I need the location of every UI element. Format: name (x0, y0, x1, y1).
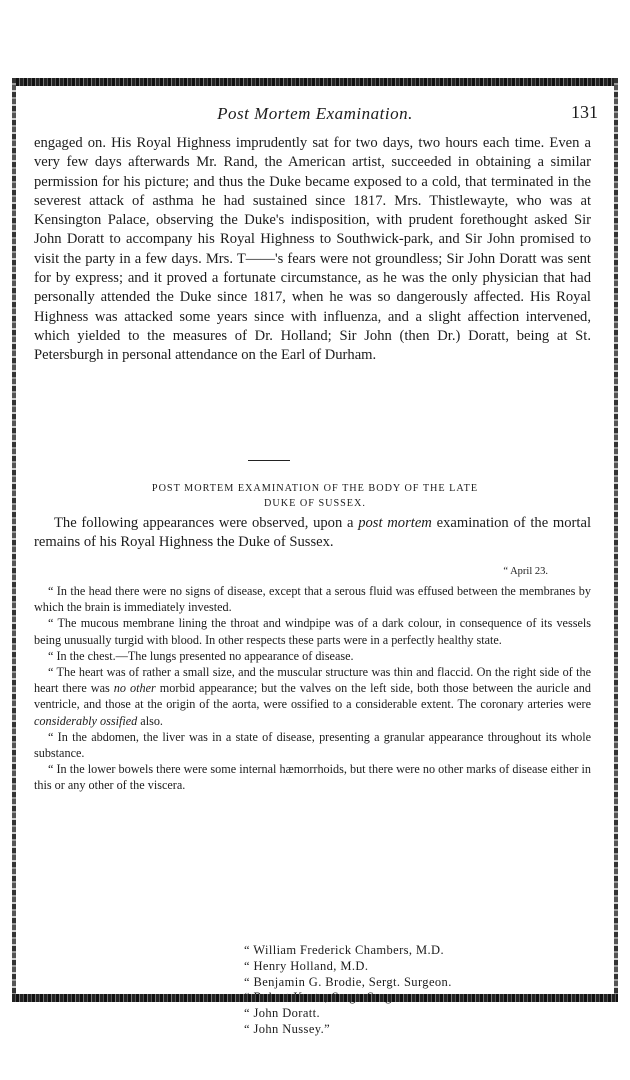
section-heading-line-1: POST MORTEM EXAMINATION OF THE BODY OF THE LATE (151, 483, 479, 494)
signature-line: “ Benjamin G. Brodie, Sergt. Surgeon. (244, 974, 452, 989)
heart-text-italic-1: no other (113, 681, 156, 696)
running-header: Post Mortem Examination. (217, 104, 413, 123)
intro-text-italic: post mortem (358, 515, 432, 531)
date-note: “ April 23. (503, 566, 548, 577)
report-paragraph-heart (34, 664, 591, 729)
report-paragraph-head: “ In the head there were no signs of disease, except that a serous fluid was effused between the membranes by which the brain is immediately invested. (34, 584, 591, 615)
signature-line: “ John Doratt. (244, 1006, 321, 1021)
heart-text-c: morbid appearance; but the valves on the left side, both those between the auricle and ventricle, and those at the origin of the aorta, were ossified to a considerable extent. The coronary arteries were (34, 681, 591, 712)
report-paragraph-abdomen: “ In the abdomen, the liver was in a state of disease, presenting a granular appearance throughout its whole substance. (34, 729, 591, 761)
page-number: 131 (571, 102, 598, 122)
signature-line: “ Henry Holland, M.D. (244, 958, 369, 973)
signature-block (244, 943, 452, 1038)
left-border-rule (12, 78, 16, 1002)
intro-paragraph (34, 514, 591, 553)
right-border-rule (614, 78, 618, 1002)
signature-line: “ John Nussey.” (244, 1021, 331, 1036)
intro-text-start: The following appearances were observed, upon a (54, 515, 359, 531)
heart-text-e: also. (137, 713, 163, 728)
intro-text-end: examination of the mortal remains of his Royal Highness the Duke of Sussex. (34, 515, 591, 551)
report-paragraph-chest: “ In the chest.—The lungs presented no appearance of disease. (48, 648, 354, 663)
book-page (12, 78, 618, 1036)
bottom-border-rule (12, 994, 618, 1002)
signature-line: “ William Frederick Chambers, M.D. (244, 943, 444, 957)
main-paragraph: engaged on. His Royal Highness imprudently sat for two days, two hours each time. Even a very few days afterwards Mr. Rand, the American artist, succeeded in obtaining a similar permission for his picture; and thus the Duke became exposed to a cold, that terminated in the severest attack of asthma he had sustained since 1817. Mrs. Thistlewayte, who was at Kensington Palace, observing the Duke's indisposition, with prudent forethought asked Sir John Doratt to accompany his Royal Highness to Southwick-park, and Sir John promised to visit the party in a few days. Mrs. T——'s fears were not groundless; Sir John Doratt was sent for by express; and it proved a fortunate circumstance, as he was the only physician that had personally attended the Duke since 1817, when he was so dangerously affected. His Royal Highness was attacked some years since with influenza, and a slight affection intervened, which yielded to the measures of Dr. Holland; Sir John (then Dr.) Doratt, being at St. Petersburgh in personal attendance on the Earl of Durham. (34, 135, 591, 364)
top-border-rule (12, 78, 618, 86)
report-paragraph-throat: “ The mucous membrane lining the throat and windpipe was of a dark colour, in consequence of its vessels being unusually turgid with blood. In other respects these parts were in a perfectly healthy state. (34, 616, 591, 647)
heart-text-italic-2: considerably ossified (34, 713, 138, 728)
examination-report (34, 583, 591, 794)
section-heading-line-2: DUKE OF SUSSEX. (264, 498, 366, 509)
section-divider (248, 460, 290, 461)
heart-text-a: “ The heart was of rather a small size, and the muscular structure was thin and flaccid. On the right side of the heart there was (34, 665, 591, 696)
report-paragraph-bowels: “ In the lower bowels there were some internal hæmorrhoids, but there were no other marks of disease either in this or any other of the viscera. (34, 762, 591, 793)
